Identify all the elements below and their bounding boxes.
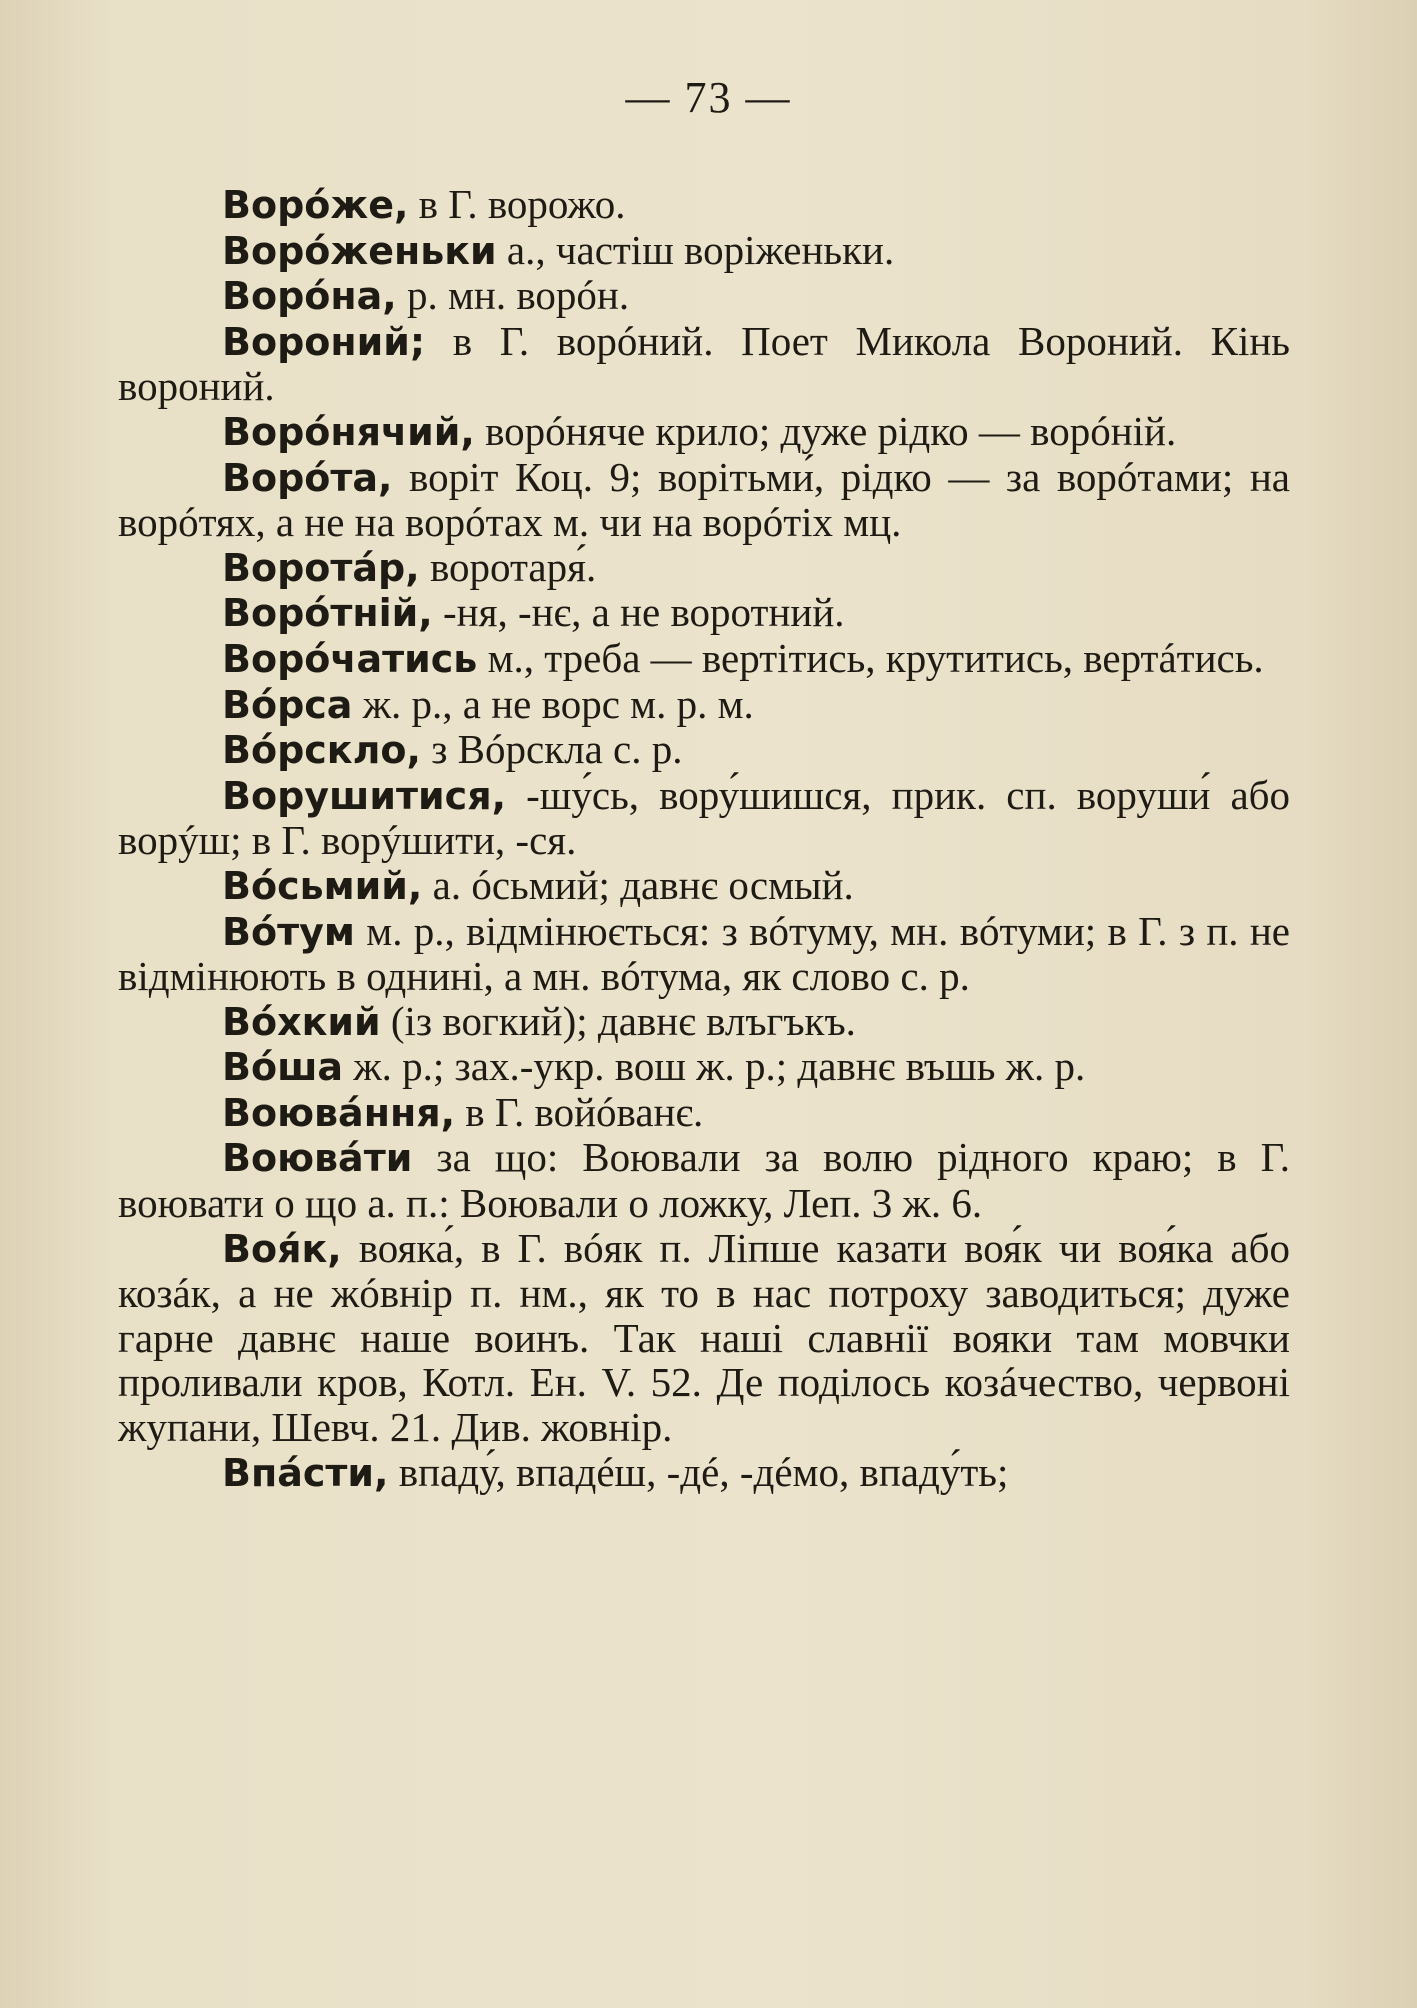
- dictionary-entry: [118, 1044, 1290, 1090]
- dictionary-entry: [118, 1135, 1290, 1225]
- dictionary-entry: [118, 909, 1290, 999]
- headword: Вороний;: [222, 319, 426, 364]
- headword: Впáсти,: [222, 1450, 389, 1495]
- dictionary-entry: [118, 727, 1290, 773]
- headword: Воро́же,: [222, 183, 409, 227]
- dictionary-entry: [118, 545, 1290, 591]
- entry-text: -шу́сь, вору́шишся, прик. сп. воруши́ або ворýш; в Г. ворýшити, -ся.: [118, 771, 1290, 864]
- dictionary-entry: [118, 455, 1290, 545]
- headword: Ворóчатись: [222, 636, 478, 681]
- headword: Вóтум: [222, 909, 355, 954]
- dictionary-entry: [118, 999, 1290, 1045]
- entry-text: воріт Коц. 9; ворітьми́, рідко — за ворóтами; на ворóтях, а не на ворóтах м. чи на ворóтіх мц.: [118, 453, 1290, 546]
- entry-text: в Г. войóванє.: [465, 1088, 704, 1135]
- headword: Воювáти: [222, 1136, 413, 1181]
- headword: Ворушитися,: [222, 773, 507, 818]
- entry-text: ворóняче крило; дуже рідко — ворóній.: [485, 407, 1177, 454]
- dictionary-entry: [118, 863, 1290, 909]
- entry-list: [118, 182, 1290, 1495]
- headword: Вóша: [222, 1045, 344, 1090]
- dictionary-entry: [118, 182, 1290, 228]
- entry-text: вояка́, в Г. вóяк п. Ліпше казати воя́к чи воя́ка або козáк, а не жóвнір п. нм., як то в нас потроху заводиться; дуже гарне давнє наше воинъ. Так наші славнії вояки там мовчки проливали кров, Котл. Ен. V. 52. Де поділось козáчество, червоні жупани, Шевч. 21. Див. жовнір.: [118, 1224, 1290, 1451]
- dictionary-entry: [118, 1450, 1290, 1496]
- entry-text: в Г. ворожо.: [418, 181, 626, 227]
- headword: Ворóнячий,: [222, 409, 475, 454]
- entry-text: -ня, -нє, а не воротний.: [443, 589, 845, 636]
- entry-text: (із вогкий); давнє влъгъкъ.: [390, 997, 856, 1044]
- headword: Ворóта,: [222, 455, 393, 500]
- entry-text: ж. р., а не ворс м. р. м.: [362, 680, 754, 727]
- dictionary-entry: [118, 682, 1290, 728]
- dictionary-entry: [118, 273, 1290, 319]
- dictionary-entry: [118, 228, 1290, 274]
- entry-text: м. р., відмінюється: з вóтуму, мн. вóтуми; в Г. з п. не відмінюють в однині, а мн. вóтума, як слово с. р.: [118, 907, 1290, 1000]
- entry-text: з Вóрскла с. р.: [431, 726, 683, 773]
- entry-text: за що: Воювали за волю рідного краю; в Г. воювати о що а. п.: Воювали о ложку, Леп. 3 ж. 6.: [118, 1134, 1291, 1227]
- headword: Воювáння,: [222, 1090, 456, 1135]
- headword: Ворóтній,: [222, 591, 433, 636]
- headword: Воротáр,: [222, 545, 420, 590]
- headword: Вóрса: [222, 682, 353, 727]
- entry-text: м., треба — вертітись, крутитись, вертáтись.: [487, 634, 1264, 681]
- entry-text: в Г. ворóний. Поет Микола Вороний. Кінь вороний.: [118, 317, 1290, 410]
- headword: Воро́женьки: [222, 228, 497, 273]
- dictionary-entry: [118, 773, 1290, 863]
- dictionary-entry: [118, 1090, 1290, 1136]
- page-number: — 73 —: [625, 73, 792, 122]
- headword: Воя́к,: [222, 1226, 342, 1271]
- dictionary-entry: [118, 409, 1290, 455]
- entry-text: а. óсьмий; давнє осмый.: [432, 861, 854, 908]
- dictionary-entry: [118, 590, 1290, 636]
- entry-text: впаду́, впадéш, -дé, -дéмо, впаду́ть;: [398, 1448, 1009, 1495]
- entry-text: а., частіш воріженьки.: [506, 226, 895, 273]
- headword: Вóсьмий,: [222, 863, 423, 908]
- dictionary-entry: [118, 319, 1290, 409]
- headword: Воро́на,: [222, 274, 397, 319]
- entry-text: воротаря́.: [429, 543, 597, 590]
- entry-text: р. мн. ворóн.: [406, 272, 630, 319]
- dictionary-entry: [118, 1226, 1290, 1450]
- entry-text: ж. р.; зах.-укр. вош ж. р.; давнє въшь ж. р.: [353, 1043, 1086, 1090]
- dictionary-entry: [118, 636, 1290, 682]
- headword: Вóхкий: [222, 999, 381, 1044]
- headword: Вóрскло,: [222, 728, 421, 773]
